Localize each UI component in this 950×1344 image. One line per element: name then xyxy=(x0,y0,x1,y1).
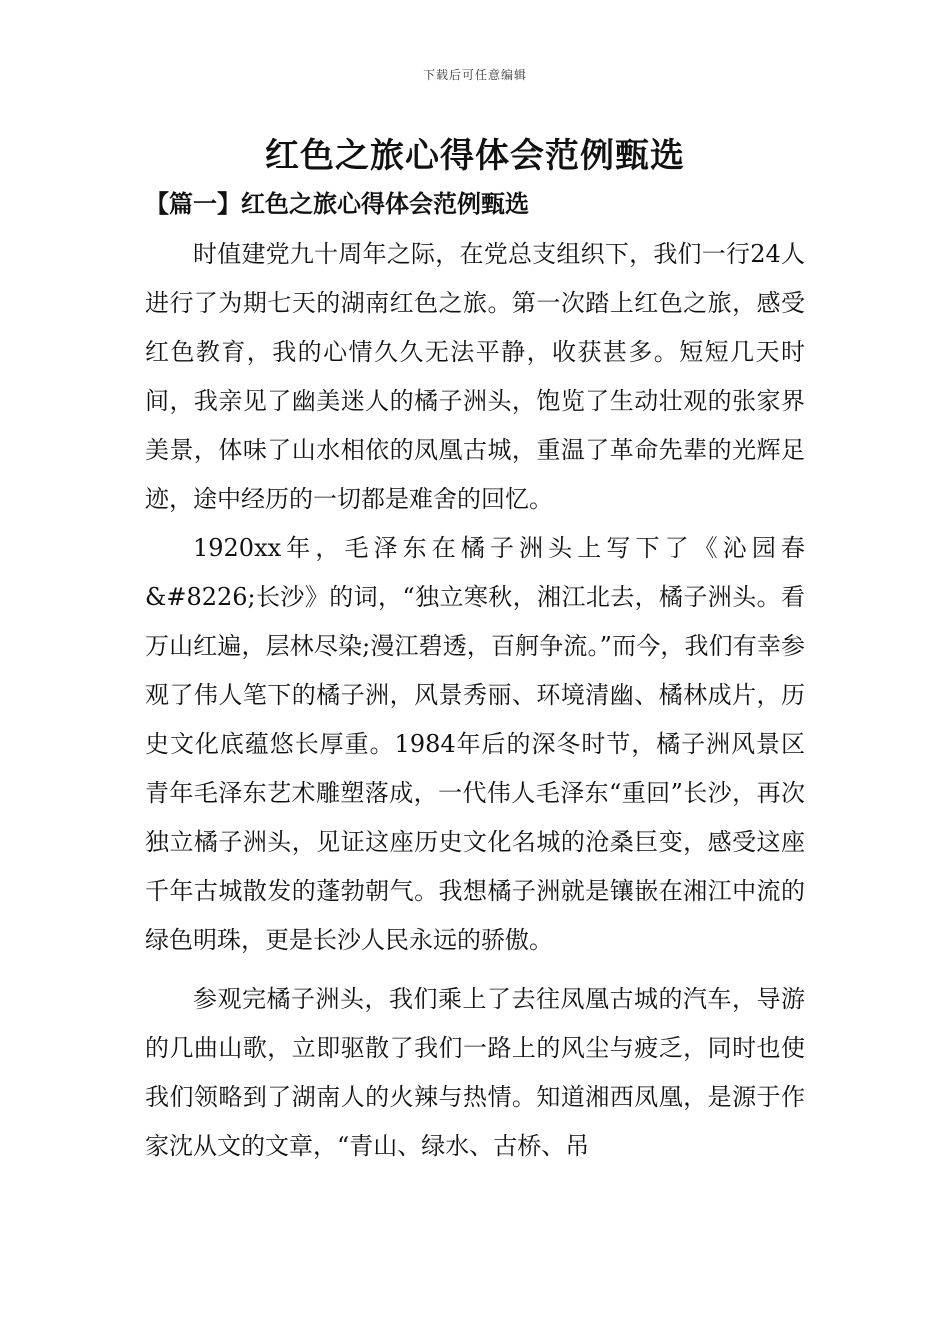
body-text xyxy=(145,230,805,1171)
section-heading: 【篇一】红色之旅心得体会范例甄选 xyxy=(145,189,529,218)
paragraph-3: 参观完橘子洲头，我们乘上了去往凤凰古城的汽车，导游的几曲山歌，立即驱散了我们一路上的风尘与疲乏，同时也使我们领略到了湖南人的火辣与热情。知道湘西凤凰，是源于作家沈从文的文章，“青山、绿水、古桥、吊 xyxy=(145,985,805,1160)
paragraph-1: 时值建党九十周年之际，在党总支组织下，我们一行24人进行了为期七天的湖南红色之旅。第一次踏上红色之旅，感受红色教育，我的心情久久无法平静，收获甚多。短短几天时间，我亲见了幽美迷人的橘子洲头，饱览了生动壮观的张家界美景，体味了山水相依的凤凰古城，重温了革命先辈的光辉足迹，途中经历的一切都是难舍的回忆。 xyxy=(145,240,805,513)
document-title: 红色之旅心得体会范例甄选 xyxy=(265,136,685,176)
paragraph-2: 1920xx年，毛泽东在橘子洲头上写下了《沁园春&#8226;长沙》的词，“独立寒秋，湘江北去，橘子洲头。看万山红遍，层林尽染;漫江碧透，百舸争流。”而今，我们有幸参观了伟人笔下的橘子洲，风景秀丽、环境清幽、橘林成片，历史文化底蕴悠长厚重。1984年后的深冬时节，橘子洲风景区青年毛泽东艺术雕塑落成，一代伟人毛泽东“重回”长沙，再次独立橘子洲头，见证这座历史文化名城的沧桑巨变，感受这座千年古城散发的蓬勃朝气。我想橘子洲就是镶嵌在湘江中流的绿色明珠，更是长沙人民永远的骄傲。 xyxy=(145,534,805,954)
header-note: 下载后可任意编辑 xyxy=(422,68,527,82)
